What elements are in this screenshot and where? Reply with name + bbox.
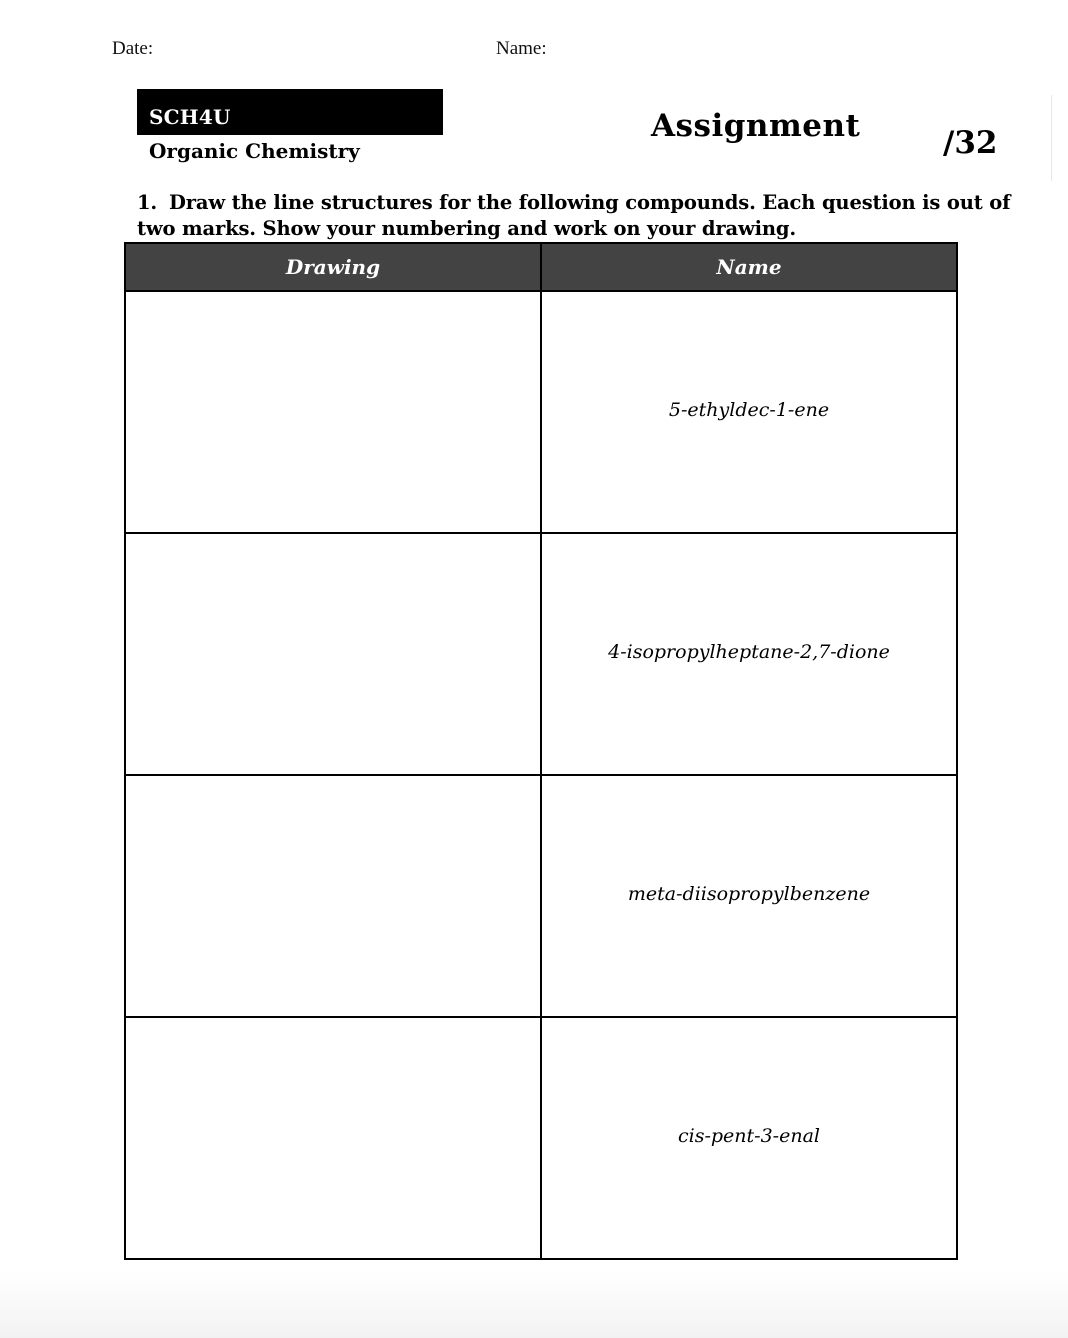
course-unit: Organic Chemistry (149, 139, 360, 163)
compound-name: 5-ethyldec-1-ene (668, 399, 830, 421)
name-cell (540, 534, 956, 774)
name-cell (540, 1018, 956, 1258)
total-marks: /32 (943, 125, 998, 161)
name-cell (540, 292, 956, 532)
date-label: Date: (112, 38, 154, 59)
compound-name: cis-pent-3-enal (678, 1125, 820, 1147)
name-label: Name: (496, 38, 547, 59)
drawing-cell[interactable] (126, 1018, 540, 1258)
compound-name: 4-isopropylheptane-2,7-dione (608, 641, 890, 663)
course-code: SCH4U (149, 105, 231, 129)
table-row (126, 774, 956, 1016)
compound-name: meta-diisopropylbenzene (627, 883, 871, 905)
compounds-table (124, 242, 958, 1260)
drawing-cell[interactable] (126, 534, 540, 774)
drawing-cell[interactable] (126, 776, 540, 1016)
table-header (126, 244, 956, 292)
header-divider (1051, 95, 1052, 181)
question-text: Draw the line structures for the following compounds. Each question is out of two marks. Show your numbering and work on your drawing. (137, 191, 1011, 240)
column-header-name: Name (540, 244, 956, 290)
table-row (126, 1016, 956, 1258)
column-header-drawing: Drawing (285, 255, 381, 279)
drawing-cell[interactable] (126, 292, 540, 532)
table-row (126, 532, 956, 774)
question-number: 1. (137, 191, 158, 214)
assignment-title: Assignment (651, 108, 861, 144)
name-cell (540, 776, 956, 1016)
question-1 (137, 190, 1027, 242)
table-row (126, 292, 956, 532)
